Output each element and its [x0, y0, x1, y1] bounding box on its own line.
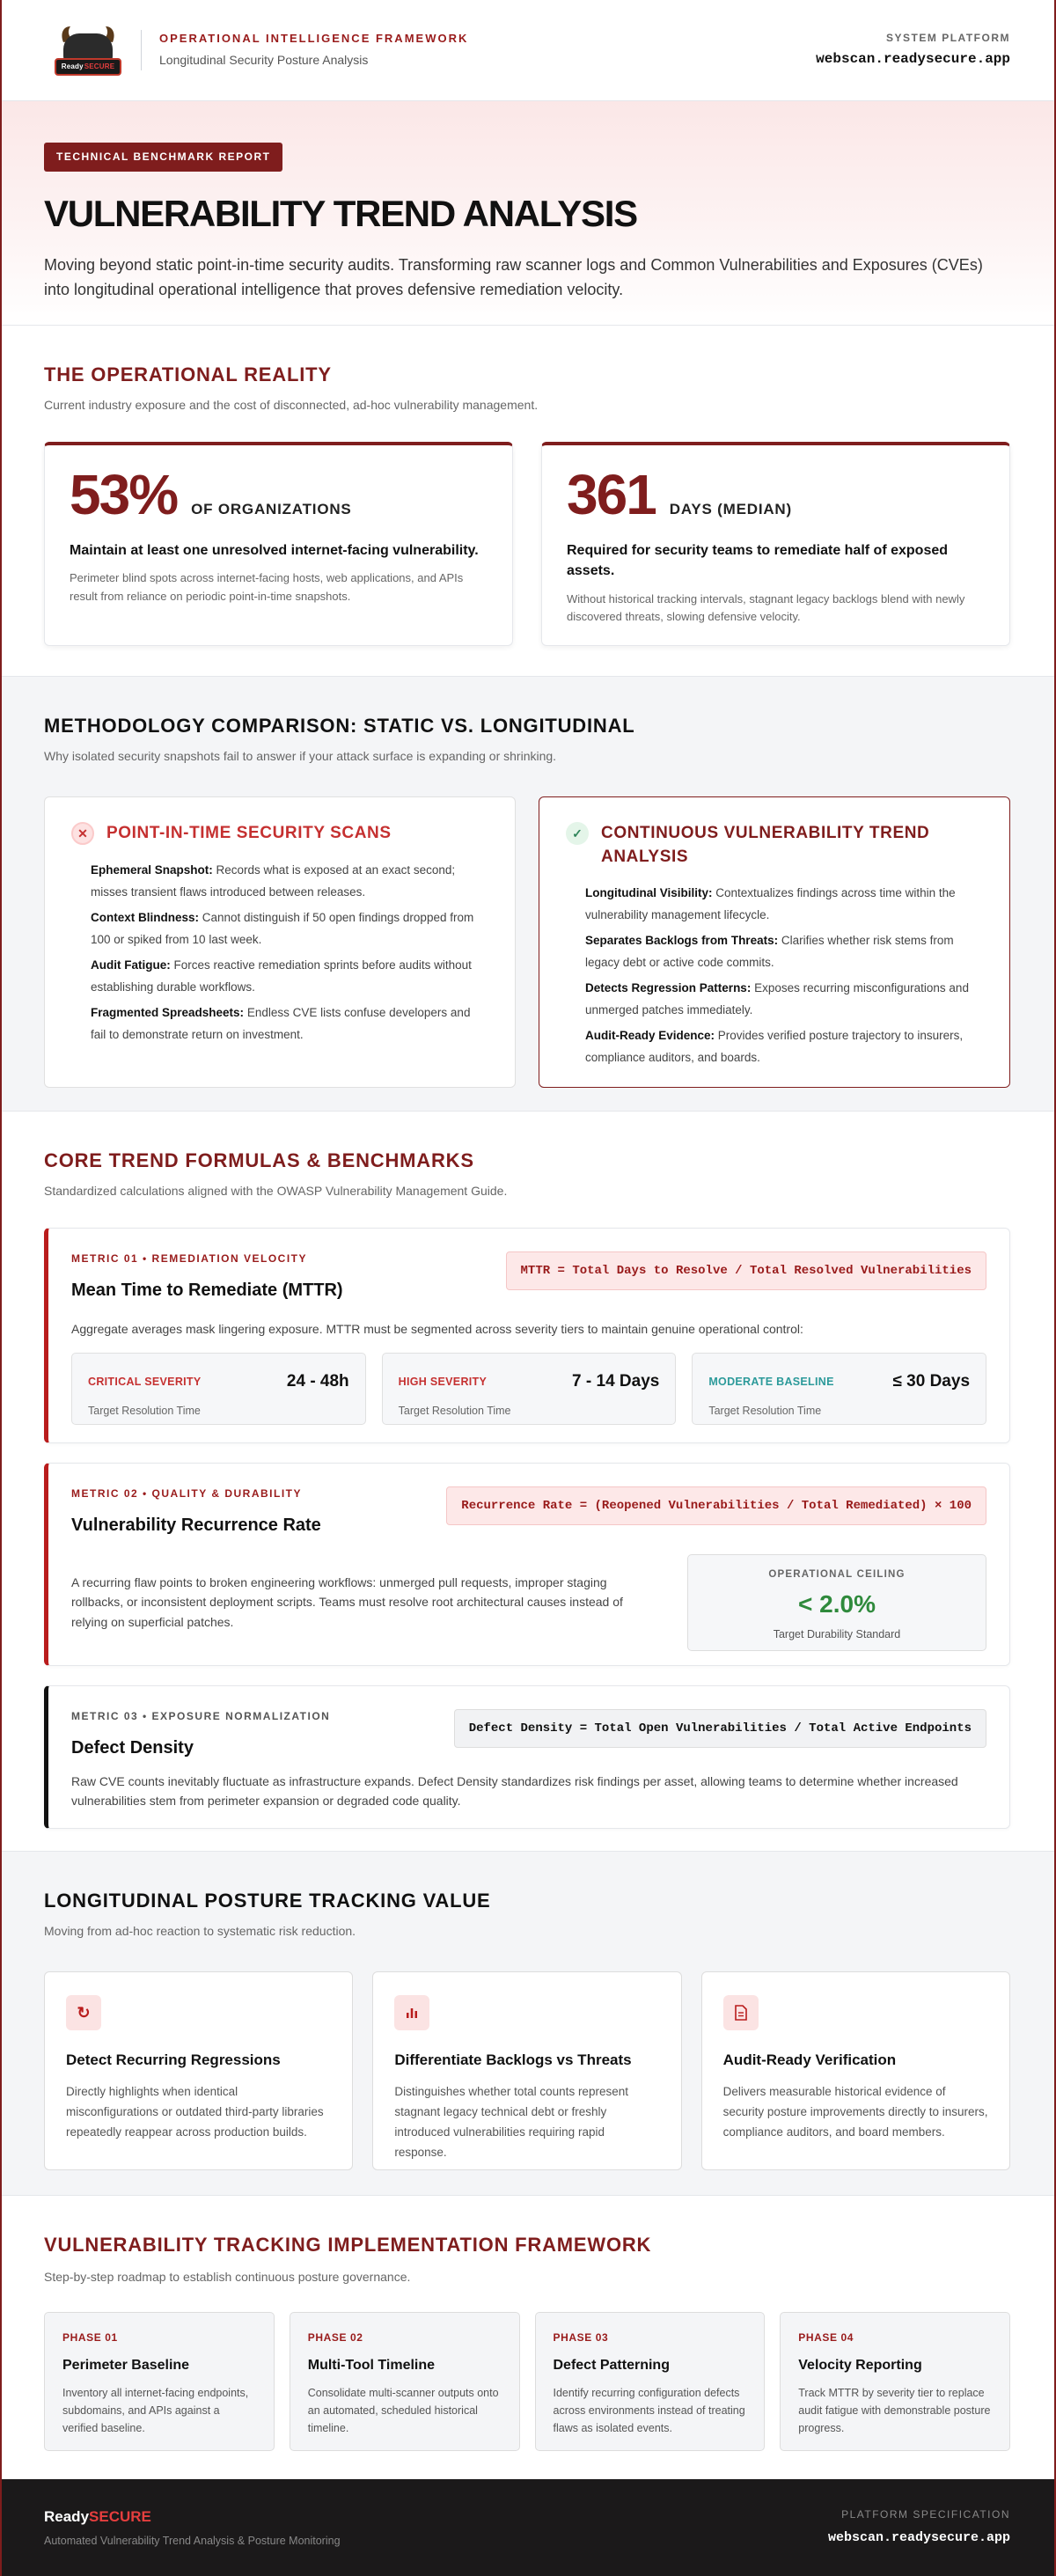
phase-tag: PHASE 04 [798, 2331, 854, 2345]
footer-brand: ReadySECURE [44, 2507, 151, 2525]
list-item: Longitudinal Visibility: Contextualizes findings across time within the vulnerability management lifecycle. [585, 886, 956, 922]
tier-label: MODERATE BASELINE [708, 1375, 834, 1388]
hero-description: Moving beyond static point-in-time security audits. Transforming raw scanner logs and Common Vulnerabilities and Exposures (CVEs) into longitudinal operational intelligence that proves defensive remediation velocity. [44, 256, 983, 299]
phase-title: Multi-Tool Timeline [307, 2357, 436, 2373]
section-subtitle: Current industry exposure and the cost of disconnected, ad-hoc vulnerability management. [44, 397, 539, 412]
check-circle-icon: ✓ [566, 822, 589, 845]
phase-description: Inventory all internet-facing endpoints, subdomains, and APIs against a verified baseline. [62, 2386, 249, 2434]
phase-card [780, 2312, 1010, 2451]
value-card-description: Directly highlights when identical misconfigurations or outdated third-party libraries repeatedly reappear across production builds. [66, 2084, 324, 2139]
page-footer [2, 2479, 1054, 2576]
list-item: Fragmented Spreadsheets: Endless CVE lists confuse developers and fail to demonstrate return on investment. [91, 1005, 471, 1041]
tier-value: ≤ 30 Days [892, 1371, 971, 1391]
footer-url-link[interactable]: webscan.readysecure.app [827, 2529, 1010, 2545]
list-item: Separates Backlogs from Threats: Clarifies whether risk stems from legacy debt or active code commits. [585, 934, 954, 970]
stat-unit: DAYS (MEDIAN) [669, 501, 792, 518]
methodology-section [2, 676, 1054, 1112]
hero-section [2, 101, 1054, 326]
value-card-title: Detect Recurring Regressions [66, 2051, 281, 2069]
metric-name: Defect Density [71, 1737, 194, 1758]
tier-sublabel: Target Resolution Time [708, 1404, 822, 1417]
tier-label: CRITICAL SEVERITY [88, 1375, 202, 1388]
value-card-title: Audit-Ready Verification [722, 2051, 897, 2069]
bar-chart-icon [394, 1995, 429, 2030]
operational-ceiling-box [687, 1554, 986, 1651]
footer-subtitle: Automated Vulnerability Trend Analysis & Posture Monitoring [44, 2535, 341, 2548]
posture-value-section [2, 1851, 1054, 2196]
list-item: Audit-Ready Evidence: Provides verified posture trajectory to insurers, compliance auditors, and boards. [585, 1029, 964, 1065]
header-title: OPERATIONAL INTELLIGENCE FRAMEWORK [159, 32, 469, 46]
formulas-section [2, 1112, 1054, 1851]
severity-tier-moderate [692, 1353, 986, 1425]
section-title: LONGITUDINAL POSTURE TRACKING VALUE [44, 1890, 491, 1912]
operational-reality-section [2, 326, 1054, 676]
card-title: CONTINUOUS VULNERABILITY TREND ANALYSIS [601, 824, 930, 866]
phase-tag: PHASE 03 [553, 2331, 609, 2345]
list-item: Context Blindness: Cannot distinguish if 50 open findings dropped from 100 or spiked from 10 last week. [91, 910, 474, 946]
metric-description: A recurring flaw points to broken engineering workflows: unmerged pull requests, improper staging rollbacks, or inconsistent deployment scripts. Teams must resolve root architectural causes instead of relying on superficial patches. [71, 1574, 623, 1629]
header-brand [51, 21, 468, 79]
stat-card-organizations [44, 442, 513, 646]
document-icon [723, 1995, 759, 2030]
tier-value: 7 - 14 Days [572, 1371, 660, 1391]
list-item: Ephemeral Snapshot: Records what is exposed at an exact second; misses transient flaws introduced between releases. [91, 862, 456, 899]
phase-description: Consolidate multi-scanner outputs onto an automated, scheduled historical timeline. [307, 2386, 499, 2434]
header-subtitle: Longitudinal Security Posture Analysis [159, 53, 369, 68]
continuous-list [566, 883, 983, 1069]
phase-tag: PHASE 02 [307, 2331, 363, 2345]
value-card [372, 1971, 681, 2170]
metric-card-density [44, 1685, 1010, 1829]
phase-title: Defect Patterning [553, 2357, 670, 2373]
brand-logo[interactable] [51, 21, 125, 79]
section-title: VULNERABILITY TRACKING IMPLEMENTATION FRAMEWORK [44, 2234, 652, 2256]
implementation-section [2, 2196, 1054, 2479]
section-title: THE OPERATIONAL REALITY [44, 363, 332, 385]
section-title: CORE TREND FORMULAS & BENCHMARKS [44, 1149, 474, 1171]
phase-description: Track MTTR by severity tier to replace audit fatigue with demonstrable posture progress. [798, 2386, 991, 2434]
metric-card-mttr [44, 1228, 1010, 1443]
ceiling-sublabel: Target Durability Standard [773, 1627, 901, 1640]
value-card [701, 1971, 1010, 2170]
stat-card-days [541, 442, 1010, 646]
value-card-description: Distinguishes whether total counts represent stagnant legacy technical debt or freshly introduced vulnerabilities requiring rapid response. [394, 2084, 628, 2159]
value-card-title: Differentiate Backlogs vs Threats [394, 2051, 632, 2069]
tier-label: HIGH SEVERITY [398, 1375, 488, 1388]
platform-url-link[interactable]: webscan.readysecure.app [816, 51, 1010, 68]
footer-spec-label: PLATFORM SPECIFICATION [841, 2508, 1010, 2521]
phase-card [535, 2312, 766, 2451]
metric-card-recurrence [44, 1463, 1010, 1666]
metric-description: Raw CVE counts inevitably fluctuate as infrastructure expands. Defect Density standardizes risk findings per asset, allowing teams to determine whether increased vulnerabilities stem from perimeter expansion or degraded code quality. [71, 1773, 958, 1808]
continuous-analysis-card [539, 796, 1010, 1088]
phase-tag: PHASE 01 [62, 2331, 118, 2345]
metric-tag: METRIC 03 • EXPOSURE NORMALIZATION [71, 1710, 331, 1723]
page-title: VULNERABILITY TREND ANALYSIS [44, 193, 637, 235]
list-item: Detects Regression Patterns: Exposes recurring misconfigurations and unmerged patches immediately. [585, 981, 969, 1017]
stat-description: Without historical tracking intervals, stagnant legacy backlogs blend with newly discovered threats, slowing defensive velocity. [567, 591, 965, 624]
section-subtitle: Moving from ad-hoc reaction to systematic risk reduction. [44, 1923, 356, 1938]
tier-value: 24 - 48h [286, 1371, 349, 1391]
list-item: Audit Fatigue: Forces reactive remediation sprints before audits without establishing durable workflows. [91, 958, 472, 994]
header-platform [816, 31, 1010, 70]
logo-wordmark: Ready SECURE [55, 58, 121, 76]
section-subtitle: Standardized calculations aligned with the OWASP Vulnerability Management Guide. [44, 1183, 508, 1198]
ceiling-label: OPERATIONAL CEILING [768, 1568, 906, 1580]
value-card-description: Delivers measurable historical evidence of security posture improvements directly to insurers, compliance auditors, and board members. [722, 2084, 988, 2139]
refresh-icon: ↻ [66, 1995, 101, 2030]
section-title: METHODOLOGY COMPARISON: STATIC VS. LONGITUDINAL [44, 715, 635, 737]
phase-title: Perimeter Baseline [62, 2357, 190, 2373]
metric-formula: Defect Density = Total Open Vulnerabilities / Total Active Endpoints [454, 1709, 986, 1748]
severity-tier-high [382, 1353, 677, 1425]
header-divider [141, 30, 142, 70]
stat-value: 361 [567, 463, 656, 527]
stat-headline: Required for security teams to remediate half of exposed assets. [567, 543, 949, 579]
metric-name: Vulnerability Recurrence Rate [71, 1515, 321, 1535]
metric-formula: Recurrence Rate = (Reopened Vulnerabilities / Total Remediated) × 100 [446, 1486, 986, 1525]
section-subtitle: Why isolated security snapshots fail to answer if your attack surface is expanding or shrinking. [44, 748, 557, 763]
value-card [44, 1971, 353, 2170]
metric-tag: METRIC 01 • REMEDIATION VELOCITY [71, 1252, 307, 1266]
phase-description: Identify recurring configuration defects across environments instead of treating flaws as isolated events. [553, 2386, 745, 2434]
stat-unit: OF ORGANIZATIONS [191, 501, 352, 518]
severity-tier-critical [71, 1353, 366, 1425]
platform-label: SYSTEM PLATFORM [886, 31, 1010, 44]
stat-value: 53% [70, 463, 178, 527]
report-badge: TECHNICAL BENCHMARK REPORT [44, 143, 282, 172]
static-list [71, 860, 488, 1046]
stat-description: Perimeter blind spots across internet-facing hosts, web applications, and APIs result from reliance on periodic point-in-time snapshots. [70, 571, 464, 604]
metric-name: Mean Time to Remediate (MTTR) [71, 1280, 343, 1300]
card-title: POINT-IN-TIME SECURITY SCANS [106, 824, 392, 843]
ceiling-value: < 2.0% [798, 1590, 876, 1618]
static-scans-card [44, 796, 516, 1088]
metric-formula: MTTR = Total Days to Resolve / Total Resolved Vulnerabilities [506, 1251, 986, 1290]
section-subtitle: Step-by-step roadmap to establish continuous posture governance. [44, 2269, 411, 2284]
tier-sublabel: Target Resolution Time [398, 1404, 511, 1417]
phase-title: Velocity Reporting [798, 2357, 922, 2373]
metric-description: Aggregate averages mask lingering exposure. MTTR must be segmented across severity tiers to maintain genuine operational control: [71, 1321, 803, 1336]
tier-sublabel: Target Resolution Time [88, 1404, 201, 1417]
stat-headline: Maintain at least one unresolved internet-facing vulnerability. [70, 543, 479, 559]
phase-card [44, 2312, 275, 2451]
x-circle-icon: ✕ [71, 822, 94, 845]
metric-tag: METRIC 02 • QUALITY & DURABILITY [71, 1487, 302, 1501]
top-header [2, 0, 1054, 101]
phase-card [290, 2312, 520, 2451]
